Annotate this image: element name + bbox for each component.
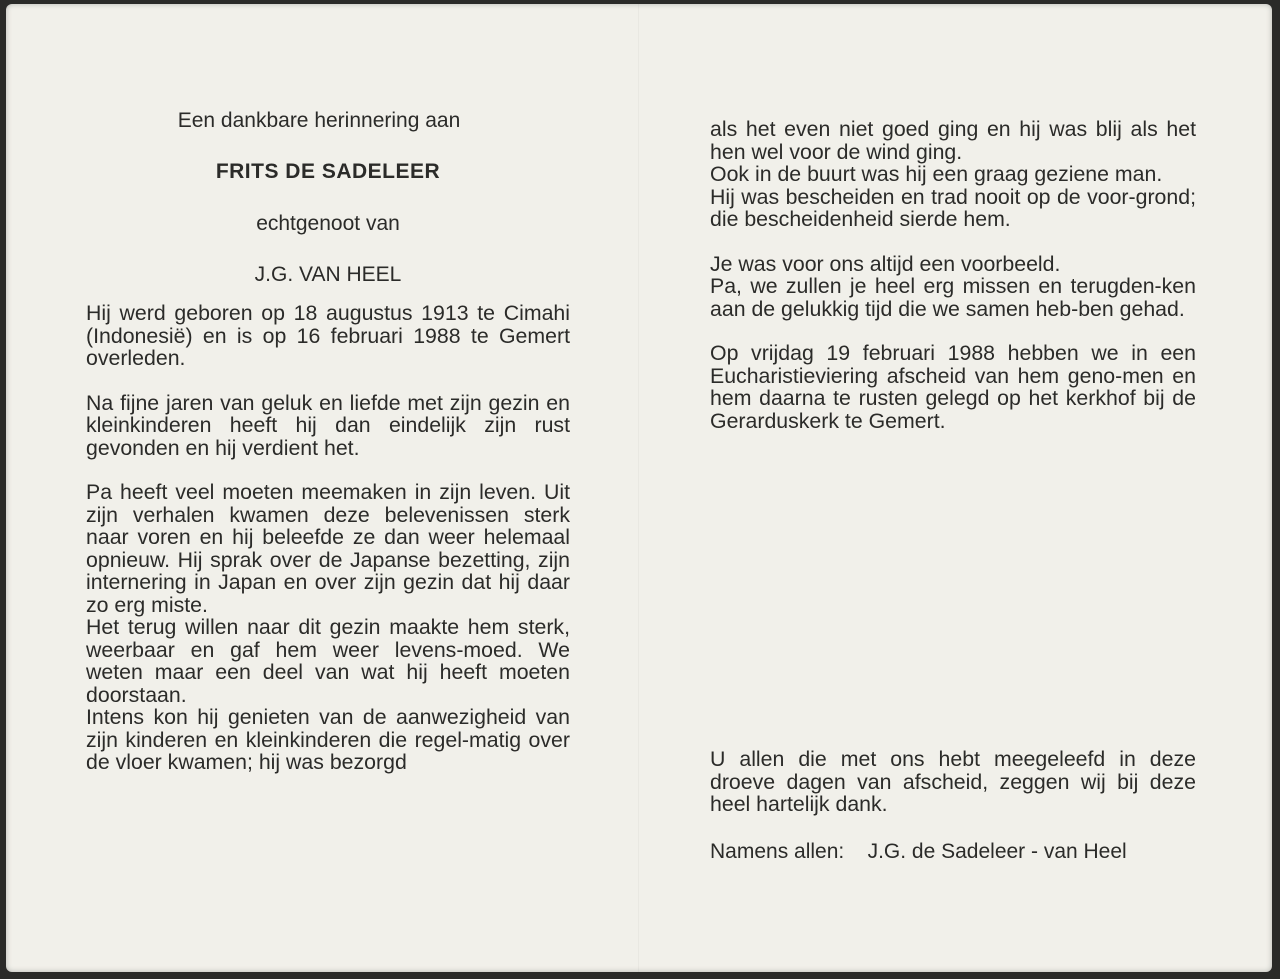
signature-line: Namens allen: J.G. de Sadeleer - van Heel (710, 839, 1127, 863)
intro-line: Een dankbare herinnering aan (177, 109, 461, 132)
modesty-paragraph: Hij was bescheiden en trad nooit op de voor-grond; die bescheidenheid sierde hem. (710, 184, 1196, 231)
spouse-name: J.G. VAN HEEL (254, 263, 402, 286)
life-story-paragraph: Pa heeft veel moeten meemaken in zijn leven. Uit zijn verhalen kwamen deze belevenissen sterk naar voren en hij beleefde ze dan weer helemaal opnieuw. Hij sprak over de Japanse bezetting, zijn internering in Japan en over zijn gezin dat hij daar zo erg miste. (86, 480, 570, 617)
card-fold (638, 4, 639, 972)
thanks-paragraph: U allen die met ons hebt meegeleefd in deze droeve dagen van afscheid, zeggen wij bij deze heel hartelijk dank. (710, 747, 1196, 816)
spouse-label: echtgenoot van (256, 212, 400, 235)
neighbourhood-paragraph: Ook in de buurt was hij een graag geziene man. (710, 162, 1163, 186)
birth-death-paragraph: Hij werd geboren op 18 augustus 1913 te Cimahi (Indonesië) en is op 16 februari 1988 te Gemert overleden. (86, 301, 570, 370)
funeral-paragraph: Op vrijdag 19 februari 1988 hebben we in een Eucharistieviering afscheid van hem geno-men en hem daarna te rusten gelegd op het kerkhof bij de Gerarduskerk te Gemert. (710, 341, 1196, 433)
grandchildren-paragraph: Intens kon hij genieten van de aanwezigheid van zijn kinderen en kleinkinderen die regel-matig over de vloer kwamen; hij was bezorgd (86, 705, 570, 774)
right-page (710, 118, 1196, 432)
thanks-section (710, 748, 1196, 864)
left-page (86, 108, 570, 774)
example-paragraph: Je was voor ons altijd een voorbeeld. (710, 251, 1061, 276)
deceased-name: FRITS DE SADELEER (215, 160, 441, 183)
continued-paragraph: als het even niet goed ging en hij was blij als het hen wel voor de wind ging. (710, 117, 1196, 164)
family-paragraph: Na fijne jaren van geluk en liefde met zijn gezin en kleinkinderen heeft hij dan eindelijk zijn rust gevonden en hij verdient het. (86, 390, 570, 460)
strength-paragraph: Het terug willen naar dit gezin maakte hem sterk, weerbaar en gaf hem weer levens-moed. We weten maar een deel van wat hij heeft moeten doorstaan. (86, 615, 570, 707)
memorial-card (6, 4, 1272, 972)
missing-paragraph: Pa, we zullen je heel erg missen en terugden-ken aan de gelukkig tijd die we samen heb-ben gehad. (710, 274, 1196, 321)
